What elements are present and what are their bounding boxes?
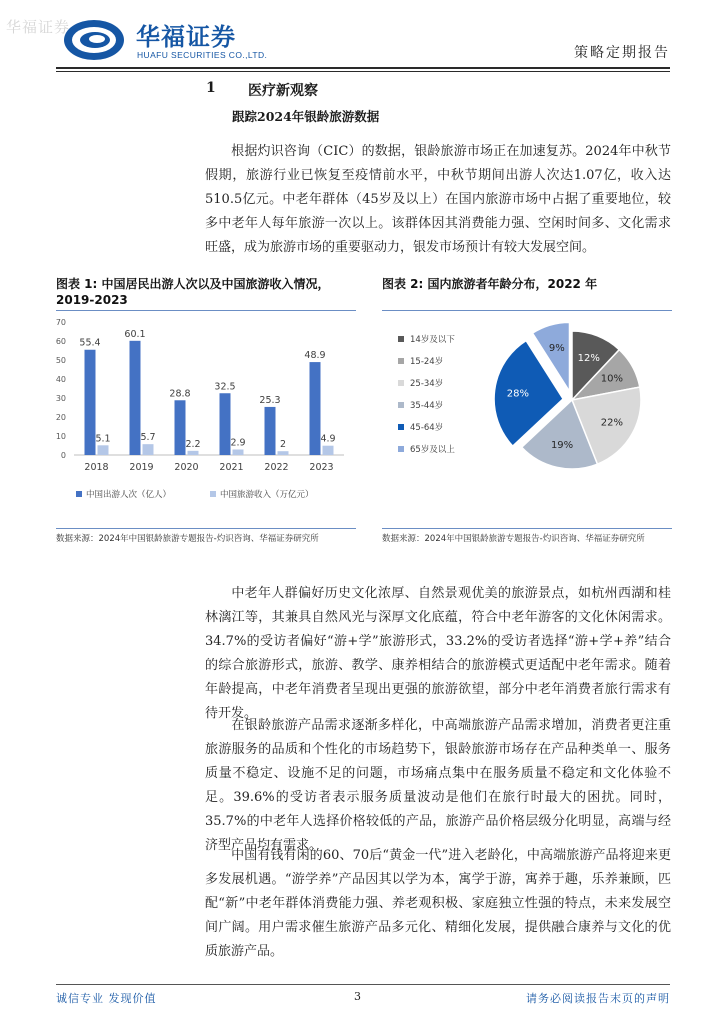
- report-type: 策略定期报告: [574, 45, 670, 61]
- legend-swatch: [398, 380, 404, 386]
- bar-revenue: [188, 451, 199, 455]
- y-tick-label: 20: [55, 413, 66, 422]
- legend-swatch: [398, 358, 404, 364]
- company-logo: [62, 16, 272, 66]
- pie-slice-label: 19%: [550, 439, 574, 451]
- x-tick-label: 2018: [84, 462, 109, 473]
- bar-trips: [175, 400, 186, 455]
- bar-value-label: 5.1: [95, 433, 111, 445]
- bar-value-label: 4.9: [320, 433, 336, 445]
- legend-swatch: [398, 446, 404, 452]
- pie-slice-label: 9%: [548, 343, 565, 355]
- paragraph-4: [205, 844, 671, 964]
- subsection-title: 跟踪2024年银龄旅游数据: [232, 109, 380, 124]
- pie-chart: [384, 312, 672, 518]
- legend-label: 15-24岁: [410, 357, 444, 367]
- legend-label: 35-44岁: [410, 401, 444, 411]
- legend-label: 45-64岁: [410, 423, 444, 433]
- bar-value-label: 5.7: [140, 432, 156, 444]
- legend-label: 中国出游人次（亿人）: [86, 490, 172, 500]
- figure-2-title: 图表 2: 国内旅游者年龄分布，2022 年: [382, 277, 598, 291]
- footer-disclaimer: 请务必阅读报告末页的声明: [526, 992, 670, 1005]
- y-tick-label: 60: [55, 337, 66, 346]
- bar-revenue: [98, 445, 109, 455]
- x-tick-label: 2019: [129, 462, 154, 473]
- pie-slice-label: 22%: [600, 417, 624, 429]
- bar-revenue: [143, 444, 154, 455]
- legend-swatch: [76, 491, 82, 497]
- y-tick-label: 40: [55, 375, 66, 384]
- bar-value-label: 28.8: [169, 388, 191, 400]
- bar-value-label: 48.9: [304, 350, 326, 362]
- bar-trips: [85, 350, 96, 455]
- bar-value-label: 60.1: [124, 328, 146, 340]
- bar-value-label: 25.3: [259, 394, 281, 406]
- figure-1-top-rule: [56, 310, 356, 311]
- paragraph-3-text: 在银龄旅游产品需求逐渐多样化，中高端旅游产品需求增加，消费者更注重旅游服务的品质和个性化的市场趋势下，银龄旅游市场存在产品种类单一、服务质量不稳定、设施不足的问题，市场痛点集中在服务质量不稳定和文化体验不足。39.6%的受访者表示服务质量波动是他们在旅行时最大的困扰。同时，35.7%的中老年人选择价格较低的产品，旅游产品价格层级分化明显，高端与经济型产品均有需求。: [205, 718, 671, 853]
- bar-trips: [130, 341, 141, 455]
- bar-value-label: 55.4: [79, 337, 101, 349]
- legend-swatch: [398, 424, 404, 430]
- x-tick-label: 2021: [219, 462, 244, 473]
- header-divider-thin: [56, 71, 670, 72]
- section-number: 1: [206, 80, 216, 96]
- section-title: 医疗新观察: [248, 83, 318, 99]
- figure-1-title: 图表 1: 中国居民出游人次以及中国旅游收入情况，2019-2023: [56, 277, 330, 307]
- bar-trips: [220, 393, 231, 455]
- paragraph-4-text: 中国有钱有闲的60、70后“黄金一代”进入老龄化，中高端旅游产品将迎来更多发展机遇。“游学养”产品因其以学为本，寓学于游，寓养于趣，乐养兼顾，匹配“新”中老年群体消费能力强、养老观积极、家庭独立性强的特点，未来发展空间广阔。用户需求催生旅游产品多元化、精细化发展，提供融合康养与文化的优质旅游产品。: [205, 848, 671, 959]
- bar-value-label: 2.2: [185, 438, 201, 450]
- paragraph-1: [205, 140, 671, 260]
- pie-slice-label: 12%: [577, 353, 600, 365]
- legend-swatch: [398, 336, 404, 342]
- page-number: 3: [354, 990, 361, 1003]
- legend-label: 14岁及以下: [410, 335, 455, 345]
- x-tick-label: 2023: [309, 462, 334, 473]
- legend-swatch: [398, 402, 404, 408]
- paragraph-1-text: 根据灼识咨询（CIC）的数据，银龄旅游市场正在加速复苏。2024年中秋节假期，旅游行业已恢复至疫情前水平，中秋节期间出游人次达1.07亿，收入达510.5亿元。中老年群体（45岁及以上）在国内旅游市场中占据了重要地位，较多中老年人每年旅游一次以上。该群体因其消费能力强、空闲时间多、文化需求旺盛，成为旅游市场的重要驱动力，银发市场预计有较大发展空间。: [205, 144, 671, 255]
- bar-revenue: [233, 449, 244, 455]
- figure-2-top-rule: [382, 310, 672, 311]
- y-tick-label: 50: [55, 356, 66, 365]
- bar-trips: [265, 407, 276, 455]
- figure-2-bottom-rule: [382, 528, 672, 529]
- x-tick-label: 2022: [264, 462, 289, 473]
- y-tick-label: 70: [55, 318, 66, 327]
- legend-label: 65岁及以上: [410, 445, 455, 455]
- footer-slogan: 诚信专业 发现价值: [56, 992, 157, 1005]
- legend-label: 25-34岁: [410, 379, 444, 389]
- x-tick-label: 2020: [174, 462, 199, 473]
- header-divider: [56, 67, 670, 69]
- figure-2-source: 数据来源：2024年中国银龄旅游专题报告-灼识咨询、华福证券研究所: [382, 534, 645, 544]
- watermark: 华福证券: [6, 18, 71, 36]
- bar-value-label: 2.9: [230, 437, 246, 449]
- company-name-en: HUAFU SECURITIES CO.,LTD.: [137, 50, 268, 60]
- company-logo-icon: [62, 18, 126, 62]
- paragraph-3: [205, 714, 671, 858]
- pie-slice-label: 10%: [600, 373, 624, 385]
- pie-slice-label: 28%: [506, 388, 530, 400]
- bar-value-label: 32.5: [214, 381, 236, 393]
- bar-revenue: [323, 446, 334, 455]
- legend-label: 中国旅游收入（万亿元）: [220, 490, 314, 500]
- y-tick-label: 0: [60, 451, 66, 460]
- figure-1-bottom-rule: [56, 528, 356, 529]
- paragraph-2: [205, 582, 671, 726]
- figure-1-source: 数据来源：2024年中国银龄旅游专题报告-灼识咨询、华福证券研究所: [56, 534, 319, 544]
- y-tick-label: 10: [55, 432, 66, 441]
- bar-trips: [310, 362, 321, 455]
- legend-swatch: [210, 491, 216, 497]
- footer-divider: [56, 984, 670, 985]
- paragraph-2-text: 中老年人群偏好历史文化浓厚、自然景观优美的旅游景点，如杭州西湖和桂林漓江等，其兼具自然风光与深厚文化底蕴，符合中老年游客的文化休闲需求。34.7%的受访者偏好“游+学”旅游形式，33.2%的受访者选择“游+学+养”结合的综合旅游形式，旅游、教学、康养相结合的旅游模式更适配中老年需求。随着年龄提高，中老年消费者呈现出更强的旅游欲望，部分中老年消费者旅行需求有待开发。: [205, 586, 671, 721]
- y-tick-label: 30: [55, 394, 66, 403]
- company-name-cn: 华福证券: [136, 23, 236, 51]
- bar-revenue: [278, 451, 289, 455]
- bar-value-label: 2: [279, 439, 287, 451]
- bar-chart: [44, 312, 356, 518]
